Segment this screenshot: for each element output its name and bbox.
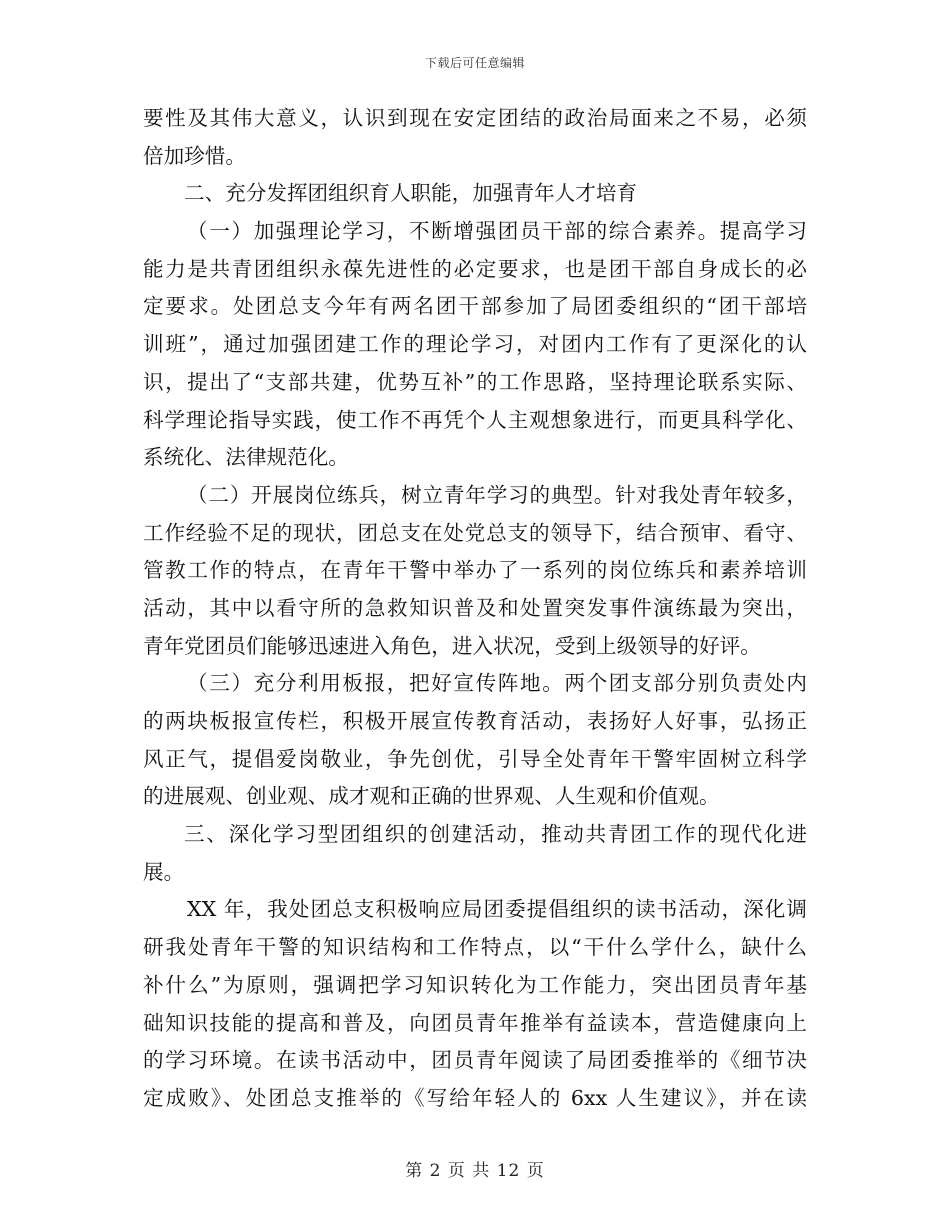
paragraph-line: 础知识技能的提高和普及，向团员青年推举有益读本，营造健康向上 bbox=[143, 1010, 807, 1035]
paragraph-line: 系统化、法律规范化。 bbox=[143, 445, 349, 470]
paragraph-line: 的进展观、创业观、成才观和正确的世界观、人生观和价值观。 bbox=[143, 784, 720, 809]
paragraph-line: 研我处青年干警的知识结构和工作特点，以“干什么学什么，缺什么 bbox=[143, 935, 807, 960]
paragraph-line: （三）充分利用板报，把好宣传阵地。两个团支部分别负责处内 bbox=[187, 671, 807, 696]
paragraph-line: 倍加珍惜。 bbox=[143, 143, 246, 168]
paragraph-line: 的学习环境。在读书活动中，团员青年阅读了局团委推举的《细节决 bbox=[143, 1048, 807, 1073]
section-heading: 展。 bbox=[143, 859, 185, 884]
section-heading: 三、深化学习型团组织的创建活动，推动共青团工作的现代化进 bbox=[184, 822, 807, 847]
document-body bbox=[143, 100, 807, 1118]
paragraph-line: 管教工作的特点，在青年干警中举办了一系列的岗位练兵和素养培训 bbox=[143, 558, 807, 583]
paragraph-line: 能力是共青团组织永葆先进性的必定要求，也是团干部自身成长的必 bbox=[143, 256, 807, 281]
section-heading: 二、充分发挥团组织育人职能，加强青年人才培育 bbox=[184, 181, 638, 206]
page-header: 下载后可任意编辑 bbox=[424, 56, 525, 70]
paragraph-line: 识，提出了“支部共建，优势互补”的工作思路，坚持理论联系实际、 bbox=[143, 369, 807, 394]
paragraph-line: 风正气，提倡爱岗敬业，争先创优，引导全处青年干警牢固树立科学 bbox=[143, 746, 807, 771]
paragraph-line: 青年党团员们能够迅速进入角色，进入状况，受到上级领导的好评。 bbox=[143, 633, 761, 658]
paragraph-line: 定要求。处团总支今年有两名团干部参加了局团委组织的“团干部培 bbox=[143, 294, 807, 319]
paragraph-line: 训班”，通过加强团建工作的理论学习，对团内工作有了更深化的认 bbox=[143, 332, 807, 357]
paragraph-line: 工作经验不足的现状，团总支在处党总支的领导下，结合预审、看守、 bbox=[143, 520, 807, 545]
paragraph-line: （一）加强理论学习，不断增强团员干部的综合素养。提高学习 bbox=[187, 219, 807, 244]
paragraph-line: 定成败》、处团总支推举的《写给年轻人的 6xx 人生建议》，并在读 bbox=[143, 1085, 807, 1110]
paragraph-line: 补什么”为原则，强调把学习知识转化为工作能力，突出团员青年基 bbox=[143, 972, 807, 997]
paragraph-line: 要性及其伟大意义，认识到现在安定团结的政治局面来之不易，必须 bbox=[143, 106, 807, 130]
paragraph-line: XX 年，我处团总支积极响应局团委提倡组织的读书活动，深化调 bbox=[187, 897, 807, 922]
paragraph-line: 的两块板报宣传栏，积极开展宣传教育活动，表扬好人好事，弘扬正 bbox=[143, 709, 807, 733]
paragraph-line: 活动，其中以看守所的急救知识普及和处置突发事件演练最为突出， bbox=[143, 595, 807, 620]
paragraph-line: （二）开展岗位练兵，树立青年学习的典型。针对我处青年较多， bbox=[187, 482, 807, 507]
paragraph-line: 科学理论指导实践，使工作不再凭个人主观想象进行，而更具科学化、 bbox=[143, 407, 807, 432]
page-number-footer: 第 2 页 共 12 页 bbox=[405, 1161, 545, 1181]
